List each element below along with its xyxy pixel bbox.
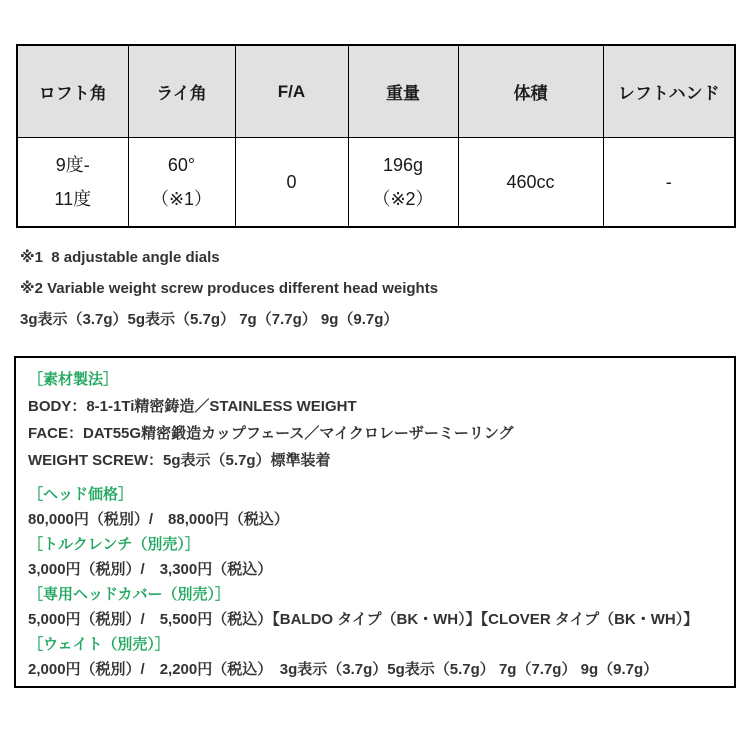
weight-line1: 196g	[382, 155, 424, 175]
torque-wrench-heading: ［トルクレンチ（別売）］	[28, 536, 200, 553]
section-head-price	[28, 482, 722, 532]
weight-option-price: 2,000円（税別）/ 2,200円（税込） 3g表示（3.7g）5g表示（5.7g） 7g（7.7g） 9g（9.7g）	[28, 661, 659, 678]
footnote-1: ※1 8 adjustable angle dials	[20, 249, 220, 266]
volume-value: 460cc	[506, 172, 555, 192]
left-hand-value: -	[665, 172, 672, 192]
header-left-hand: レフトハンド	[603, 45, 735, 138]
material-weight-screw: WEIGHT SCREW：5g表示（5.7g）標準装着	[28, 452, 331, 469]
cell-volume	[458, 138, 603, 228]
header-lie-angle: ライ角	[128, 45, 235, 138]
header-volume: 体積	[458, 45, 603, 138]
section-material	[28, 366, 722, 474]
loft-angle-line1: 9度-	[55, 155, 90, 175]
footnote-2: ※2 Variable weight screw produces different head weights	[20, 280, 439, 297]
cell-weight	[348, 138, 458, 228]
cell-fa	[235, 138, 348, 228]
material-heading: ［素材製法］	[28, 371, 119, 388]
lie-angle-line2: （※1）	[150, 189, 213, 209]
head-price-heading: ［ヘッド価格］	[28, 486, 134, 503]
cell-lie-angle	[128, 138, 235, 228]
head-cover-price: 5,000円（税別）/ 5,500円（税込）【BALDO タイプ（BK・WH）】【CLOVER タイプ（BK・WH）】	[28, 611, 699, 628]
section-head-cover	[28, 582, 722, 632]
section-weight-option	[28, 632, 722, 682]
footnotes	[20, 242, 750, 335]
head-cover-heading: ［専用ヘッドカバー（別売）］	[28, 586, 231, 603]
torque-wrench-price: 3,000円（税別）/ 3,300円（税込）	[28, 561, 273, 578]
cell-left-hand	[603, 138, 735, 228]
head-price-value: 80,000円（税別）/ 88,000円（税込）	[28, 511, 289, 528]
lie-angle-line1: 60°	[167, 155, 196, 175]
material-face: FACE：DAT55G精密鍛造カップフェース／マイクロレーザーミーリング	[28, 425, 514, 442]
section-torque-wrench	[28, 532, 722, 582]
header-weight: 重量	[348, 45, 458, 138]
spec-table-header-row	[17, 45, 735, 138]
details-box	[14, 356, 736, 688]
fa-value: 0	[286, 172, 297, 192]
header-loft-angle: ロフト角	[17, 45, 128, 138]
spec-table	[16, 44, 736, 228]
footnote-weight-variants: 3g表示（3.7g）5g表示（5.7g） 7g（7.7g） 9g（9.7g）	[20, 311, 399, 328]
weight-option-heading: ［ウェイト（別売）］	[28, 636, 170, 653]
header-fa: F/A	[235, 45, 348, 138]
weight-line2: （※2）	[372, 189, 434, 209]
material-body: BODY：8-1-1Ti精密鋳造／STAINLESS WEIGHT	[28, 398, 357, 415]
cell-loft-angle	[17, 138, 128, 228]
spec-table-value-row	[17, 138, 735, 228]
loft-angle-line2: 11度	[54, 189, 92, 209]
